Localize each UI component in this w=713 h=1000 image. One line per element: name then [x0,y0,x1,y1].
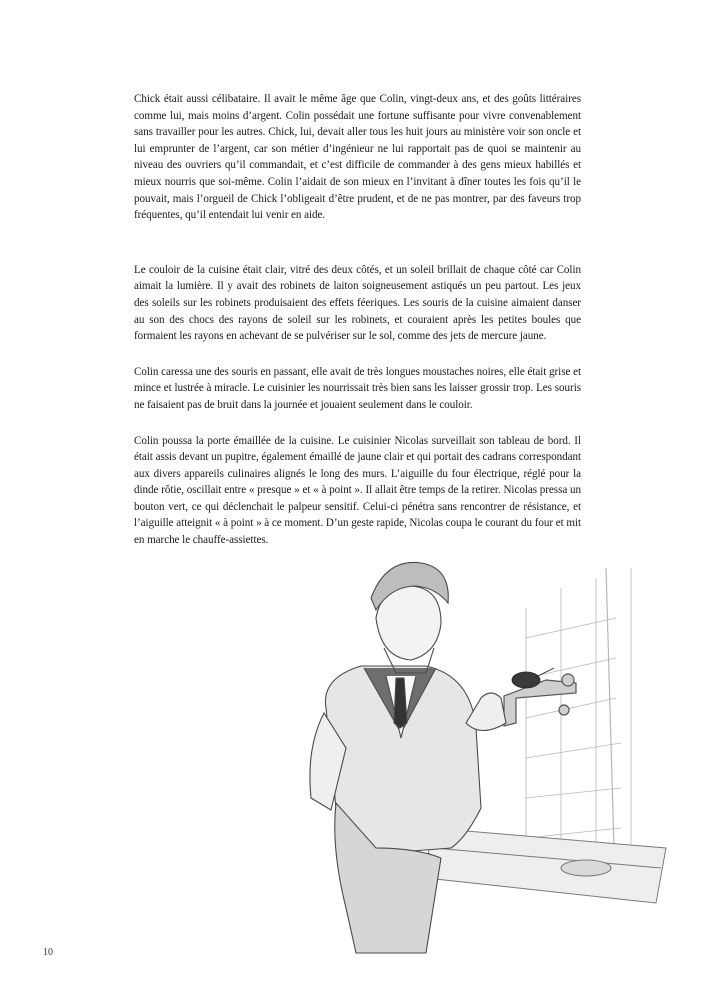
pencil-sketch-illustration [276,548,676,958]
paragraph-4: Colin poussa la porte émaillée de la cuisine. Le cuisinier Nicolas surveillait son tableau de bord. Il était assis devant un pupitre, également émaillé de jaune clair et qui portait des cadrans correspondant aux divers appareils culinaires alignés le long des murs. L’aiguille du four électrique, réglé pour la dinde rôtie, oscillait entre « presque » et « à point ». Il allait être temps de la retirer. Nicolas pressa un bouton vert, ce qui déclenchait le palpeur sensitif. Celui-ci pénétra sans rencontrer de résistance, et l’aiguille atteignit « à point » à ce moment. D’un geste rapide, Nicolas coupa le courant du four et mit en marche le chauffe-assiettes. [134,434,581,547]
man-figure [310,562,506,953]
paragraph-3: Colin caressa une des souris en passant, elle avait de très longues moustaches noires, elle était grise et mince et lustrée à miracle. Le cuisinier les nourrissait très bien sans les laisser grossir trop. Les souris ne faisaient pas de bruit dans la journée et jouaient seulement dans le couloir. [134,365,581,411]
sink [426,828,666,903]
wall-tiles [526,568,631,848]
body-text [134,91,581,568]
page-number: 10 [43,947,53,958]
paragraph-2: Le couloir de la cuisine était clair, vitré des deux côtés, et un soleil brillait de chaque côté car Colin aimait la lumière. Il y avait des robinets de laiton soigneusement astiqués un peu partout. Les jeux des soleils sur les robinets produisaient des effets féeriques. Les souris de la cuisine aimaient danser au son des chocs des rayons de soleil sur les robinets, et couraient après les petites boules que formaient les rayons en achevant de se pulvériser sur le sol, comme des jets de mercure jaune. [134,263,581,343]
paragraph-1: Chick était aussi célibataire. Il avait le même âge que Colin, vingt-deux ans, et des goûts littéraires comme lui, mais moins d’argent. Colin possédait une fortune suffisante pour vivre convenablement sans travailler pour les autres. Chick, lui, devait aller tous les huit jours au ministère voir son oncle et lui emprunter de l’argent, car son métier d’ingénieur ne lui rapportait pas de quoi se maintenir au niveau des ouvriers qu’il commandait, et c’est difficile de commander à des gens mieux habillés et mieux nourris que soi-même. Colin l’aidait de son mieux en l’invitant à dîner toutes les fois qu’il le pouvait, mais l’orgueil de Chick l’obligeait d’être prudent, et de ne pas montrer, par des faveurs trop fréquentes, qu’il entendait lui venir en aide. [134,93,581,222]
